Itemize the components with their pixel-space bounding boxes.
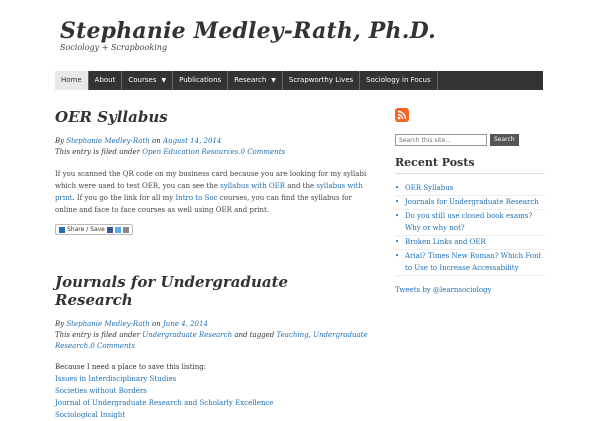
list-item (395, 250, 545, 276)
share-icon (59, 227, 65, 233)
body-text: and the (287, 182, 315, 190)
twitter-icon (115, 227, 121, 233)
recent-post-link[interactable]: OER Syllabus (405, 184, 454, 192)
post-oer-syllabus (55, 108, 370, 237)
filed-label: This entry is filed under (55, 148, 141, 156)
facebook-icon (107, 227, 113, 233)
intro-soc-link[interactable]: Intro to Soc (175, 194, 218, 202)
comments-link[interactable]: 0 Comments (240, 148, 286, 156)
recent-posts-heading: Recent Posts (395, 156, 545, 174)
share-save-button[interactable] (55, 224, 133, 235)
bullet-icon: • (395, 212, 400, 220)
list-item (395, 182, 545, 196)
recent-post-link[interactable]: Journals for Undergraduate Research (405, 198, 539, 206)
email-icon (123, 227, 129, 233)
syllabus-print-link[interactable]: syllabus with print (55, 182, 363, 202)
bullet-icon: • (395, 252, 400, 260)
nav-courses[interactable] (122, 71, 173, 90)
author-link[interactable]: Stephanie Medley-Rath (66, 319, 150, 328)
nav-sif-label: Sociology in Focus (366, 76, 431, 84)
bullet-icon: • (395, 184, 400, 192)
body-text: . If you go the link for all my (72, 194, 174, 202)
main-nav (55, 71, 543, 90)
category-link[interactable]: Open Education Resources. (142, 148, 241, 156)
site-title[interactable]: Stephanie Medley-Rath, Ph.D. (60, 18, 436, 44)
nav-home-label: Home (61, 76, 82, 84)
recent-post-link[interactable]: Broken Links and OER (405, 238, 486, 246)
share-label: Share / Save (67, 226, 105, 233)
chevron-down-icon: ▼ (161, 77, 167, 84)
meta-by: By (55, 319, 65, 328)
rss-icon[interactable] (395, 108, 409, 122)
meta-on: on (152, 137, 161, 145)
recent-post-link[interactable]: Do you still use closed book exams? Why or why not? (405, 212, 533, 232)
post-filed: This entry is filed under Undergraduate Research and tagged Teaching, Undergraduate Research.0 Comments (55, 330, 368, 350)
comments-link[interactable]: 0 Comments (90, 341, 135, 350)
date-link[interactable]: June 4, 2014 (163, 319, 208, 328)
journal-link[interactable]: Issues in Interdisciplinary Studies (55, 374, 177, 383)
bullet-icon: • (395, 198, 400, 206)
nav-sociology-in-focus[interactable] (360, 71, 437, 90)
recent-post-link[interactable]: Arial? Times New Roman? Which Font to Use to Increase Accessability (405, 252, 542, 272)
sidebar (395, 108, 545, 294)
body-text: If you scanned the QR code on my business card because you are looking for my syllabi which were used to test OER, you can see the (55, 170, 367, 190)
post-filed (55, 147, 370, 158)
list-intro: Because I need a place to save this listing: (55, 362, 207, 371)
meta-by: By (55, 137, 65, 145)
meta-on: on (152, 319, 161, 328)
author-link[interactable]: Stephanie Medley-Rath (66, 137, 150, 145)
body-text: courses, you can find the syllabus for online and face to face courses as well using OER and print. (55, 194, 352, 214)
search-form (395, 134, 545, 146)
bullet-icon: • (395, 238, 400, 246)
nav-scrapworthy-lives[interactable] (283, 71, 360, 90)
nav-home[interactable] (55, 71, 89, 90)
nav-publications-label: Publications (179, 76, 222, 84)
list-item (395, 196, 545, 210)
search-input[interactable] (395, 134, 487, 146)
list-item (395, 210, 545, 236)
tweets-link[interactable]: Tweets by @learnsociology (395, 286, 492, 294)
site-tagline: Sociology + Scrapbooking (60, 43, 168, 52)
tag-link[interactable]: Undergraduate Research. (55, 330, 368, 350)
nav-scrapworthy-label: Scrapworthy Lives (288, 76, 354, 84)
post-title[interactable]: OER Syllabus (55, 108, 168, 126)
journal-link[interactable]: Sociological Insight (55, 410, 126, 419)
filed-label: This entry is filed under (55, 330, 141, 339)
journal-link[interactable]: Journal of Undergraduate Research and Scholarly Excellence (55, 398, 274, 407)
date-link[interactable]: August 14, 2014 (163, 137, 222, 145)
list-item (395, 236, 545, 250)
journal-list (55, 361, 370, 421)
tag-link[interactable]: Teaching (276, 330, 309, 339)
nav-about[interactable] (89, 71, 123, 90)
chevron-down-icon: ▼ (271, 77, 276, 84)
nav-courses-label: Courses (128, 76, 157, 84)
post-meta (55, 136, 370, 147)
nav-publications[interactable] (173, 71, 228, 90)
main-content (55, 108, 370, 421)
post-journals (55, 273, 370, 421)
journal-link[interactable]: Societies without Borders (55, 386, 147, 395)
search-button[interactable]: Search (490, 134, 519, 146)
syllabus-oer-link[interactable]: syllabus with OER (220, 182, 286, 190)
category-link[interactable]: Undergraduate Research (142, 330, 233, 339)
nav-research-label: Research (234, 76, 267, 84)
post-title[interactable]: Journals for Undergraduate Research (55, 272, 289, 309)
nav-about-label: About (94, 76, 116, 84)
post-body (55, 168, 370, 216)
tagged-label: and tagged (234, 330, 275, 339)
recent-posts-list (395, 182, 545, 276)
post-meta (55, 319, 370, 330)
nav-research[interactable] (228, 71, 283, 90)
